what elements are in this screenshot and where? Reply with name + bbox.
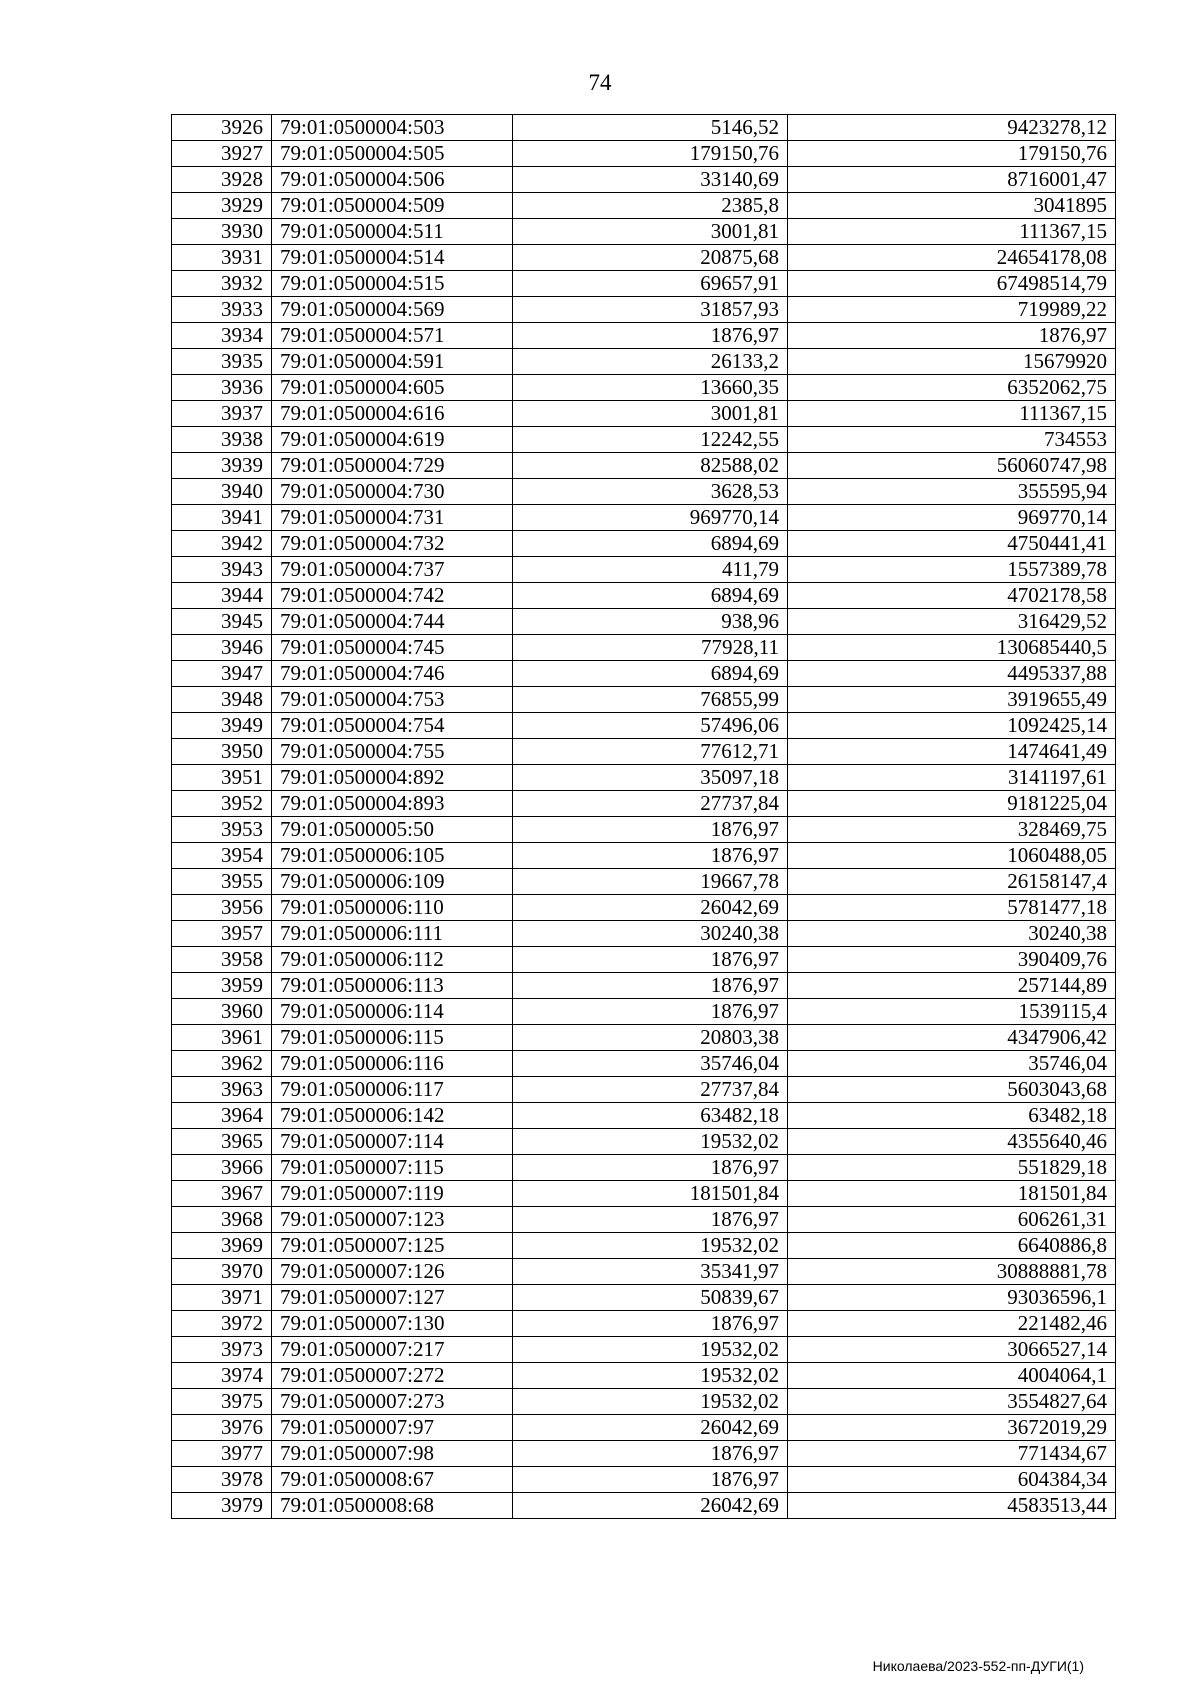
row-number-cell: 3941 xyxy=(172,505,272,531)
page-number: 74 xyxy=(588,70,612,95)
area-cell: 1876,97 xyxy=(513,1207,788,1233)
value-cell: 15679920 xyxy=(788,349,1116,375)
area-cell: 26133,2 xyxy=(513,349,788,375)
row-number-cell: 3957 xyxy=(172,921,272,947)
cadastral-number-cell: 79:01:0500007:119 xyxy=(272,1181,513,1207)
value-cell: 4750441,41 xyxy=(788,531,1116,557)
cadastral-number-cell: 79:01:0500004:619 xyxy=(272,427,513,453)
table-row xyxy=(172,1363,1116,1389)
row-number-cell: 3970 xyxy=(172,1259,272,1285)
area-cell: 20875,68 xyxy=(513,245,788,271)
cadastral-number-cell: 79:01:0500007:217 xyxy=(272,1337,513,1363)
value-cell: 3041895 xyxy=(788,193,1116,219)
value-cell: 93036596,1 xyxy=(788,1285,1116,1311)
area-cell: 26042,69 xyxy=(513,1493,788,1519)
cadastral-number-cell: 79:01:0500006:117 xyxy=(272,1077,513,1103)
value-cell: 771434,67 xyxy=(788,1441,1116,1467)
cadastral-number-cell: 79:01:0500004:514 xyxy=(272,245,513,271)
cadastral-number-cell: 79:01:0500004:744 xyxy=(272,609,513,635)
cadastral-number-cell: 79:01:0500004:569 xyxy=(272,297,513,323)
table-row xyxy=(172,1181,1116,1207)
table-row xyxy=(172,271,1116,297)
cadastral-number-cell: 79:01:0500004:745 xyxy=(272,635,513,661)
table-row xyxy=(172,973,1116,999)
table-row xyxy=(172,609,1116,635)
area-cell: 3628,53 xyxy=(513,479,788,505)
value-cell: 1474641,49 xyxy=(788,739,1116,765)
table-row xyxy=(172,1233,1116,1259)
cadastral-number-cell: 79:01:0500005:50 xyxy=(272,817,513,843)
cadastral-number-cell: 79:01:0500007:273 xyxy=(272,1389,513,1415)
row-number-cell: 3952 xyxy=(172,791,272,817)
row-number-cell: 3945 xyxy=(172,609,272,635)
value-cell: 1557389,78 xyxy=(788,557,1116,583)
value-cell: 3066527,14 xyxy=(788,1337,1116,1363)
table-row xyxy=(172,505,1116,531)
table-row xyxy=(172,1467,1116,1493)
value-cell: 6640886,8 xyxy=(788,1233,1116,1259)
area-cell: 20803,38 xyxy=(513,1025,788,1051)
area-cell: 27737,84 xyxy=(513,1077,788,1103)
row-number-cell: 3944 xyxy=(172,583,272,609)
cadastral-number-cell: 79:01:0500007:272 xyxy=(272,1363,513,1389)
cadastral-number-cell: 79:01:0500006:109 xyxy=(272,869,513,895)
area-cell: 1876,97 xyxy=(513,999,788,1025)
cadastral-number-cell: 79:01:0500006:114 xyxy=(272,999,513,1025)
cadastral-number-cell: 79:01:0500004:616 xyxy=(272,401,513,427)
cadastral-number-cell: 79:01:0500004:742 xyxy=(272,583,513,609)
row-number-cell: 3942 xyxy=(172,531,272,557)
area-cell: 1876,97 xyxy=(513,1467,788,1493)
table-row xyxy=(172,219,1116,245)
row-number-cell: 3937 xyxy=(172,401,272,427)
cadastral-number-cell: 79:01:0500007:130 xyxy=(272,1311,513,1337)
value-cell: 5781477,18 xyxy=(788,895,1116,921)
value-cell: 8716001,47 xyxy=(788,167,1116,193)
cadastral-number-cell: 79:01:0500006:105 xyxy=(272,843,513,869)
table-row xyxy=(172,557,1116,583)
value-cell: 4702178,58 xyxy=(788,583,1116,609)
value-cell: 179150,76 xyxy=(788,141,1116,167)
table-row xyxy=(172,817,1116,843)
value-cell: 719989,22 xyxy=(788,297,1116,323)
row-number-cell: 3971 xyxy=(172,1285,272,1311)
table-row xyxy=(172,245,1116,271)
table-row xyxy=(172,401,1116,427)
table-row xyxy=(172,1259,1116,1285)
value-cell: 316429,52 xyxy=(788,609,1116,635)
value-cell: 3919655,49 xyxy=(788,687,1116,713)
row-number-cell: 3973 xyxy=(172,1337,272,1363)
row-number-cell: 3977 xyxy=(172,1441,272,1467)
area-cell: 1876,97 xyxy=(513,843,788,869)
table-row xyxy=(172,713,1116,739)
area-cell: 19532,02 xyxy=(513,1389,788,1415)
table-row xyxy=(172,921,1116,947)
table-row xyxy=(172,193,1116,219)
table-row xyxy=(172,141,1116,167)
row-number-cell: 3969 xyxy=(172,1233,272,1259)
document-reference: Николаева/2023-552-пп-ДУГИ(1) xyxy=(872,1658,1084,1674)
row-number-cell: 3946 xyxy=(172,635,272,661)
cadastral-number-cell: 79:01:0500004:732 xyxy=(272,531,513,557)
value-cell: 734553 xyxy=(788,427,1116,453)
table-row xyxy=(172,1025,1116,1051)
area-cell: 35746,04 xyxy=(513,1051,788,1077)
value-cell: 67498514,79 xyxy=(788,271,1116,297)
value-cell: 63482,18 xyxy=(788,1103,1116,1129)
cadastral-number-cell: 79:01:0500007:114 xyxy=(272,1129,513,1155)
table-row xyxy=(172,1493,1116,1519)
table-row xyxy=(172,791,1116,817)
cadastral-table xyxy=(171,114,1116,1519)
value-cell: 4347906,42 xyxy=(788,1025,1116,1051)
row-number-cell: 3940 xyxy=(172,479,272,505)
cadastral-number-cell: 79:01:0500008:67 xyxy=(272,1467,513,1493)
row-number-cell: 3938 xyxy=(172,427,272,453)
value-cell: 9423278,12 xyxy=(788,115,1116,141)
row-number-cell: 3958 xyxy=(172,947,272,973)
table-row xyxy=(172,1051,1116,1077)
value-cell: 1876,97 xyxy=(788,323,1116,349)
value-cell: 30240,38 xyxy=(788,921,1116,947)
area-cell: 33140,69 xyxy=(513,167,788,193)
cadastral-number-cell: 79:01:0500006:142 xyxy=(272,1103,513,1129)
row-number-cell: 3947 xyxy=(172,661,272,687)
row-number-cell: 3963 xyxy=(172,1077,272,1103)
row-number-cell: 3976 xyxy=(172,1415,272,1441)
row-number-cell: 3948 xyxy=(172,687,272,713)
table-row xyxy=(172,999,1116,1025)
table-row xyxy=(172,1441,1116,1467)
area-cell: 77928,11 xyxy=(513,635,788,661)
area-cell: 1876,97 xyxy=(513,947,788,973)
table-row xyxy=(172,1207,1116,1233)
area-cell: 26042,69 xyxy=(513,1415,788,1441)
area-cell: 2385,8 xyxy=(513,193,788,219)
row-number-cell: 3934 xyxy=(172,323,272,349)
table-row xyxy=(172,843,1116,869)
cadastral-number-cell: 79:01:0500006:116 xyxy=(272,1051,513,1077)
area-cell: 1876,97 xyxy=(513,817,788,843)
table-row xyxy=(172,115,1116,141)
value-cell: 3672019,29 xyxy=(788,1415,1116,1441)
cadastral-number-cell: 79:01:0500004:892 xyxy=(272,765,513,791)
row-number-cell: 3964 xyxy=(172,1103,272,1129)
area-cell: 57496,06 xyxy=(513,713,788,739)
table-row xyxy=(172,687,1116,713)
area-cell: 30240,38 xyxy=(513,921,788,947)
value-cell: 604384,34 xyxy=(788,1467,1116,1493)
cadastral-number-cell: 79:01:0500006:112 xyxy=(272,947,513,973)
cadastral-number-cell: 79:01:0500004:505 xyxy=(272,141,513,167)
row-number-cell: 3927 xyxy=(172,141,272,167)
table-row xyxy=(172,531,1116,557)
area-cell: 969770,14 xyxy=(513,505,788,531)
value-cell: 969770,14 xyxy=(788,505,1116,531)
cadastral-number-cell: 79:01:0500004:746 xyxy=(272,661,513,687)
area-cell: 19532,02 xyxy=(513,1337,788,1363)
value-cell: 606261,31 xyxy=(788,1207,1116,1233)
area-cell: 12242,55 xyxy=(513,427,788,453)
area-cell: 76855,99 xyxy=(513,687,788,713)
area-cell: 3001,81 xyxy=(513,401,788,427)
area-cell: 181501,84 xyxy=(513,1181,788,1207)
table-row xyxy=(172,1337,1116,1363)
row-number-cell: 3960 xyxy=(172,999,272,1025)
row-number-cell: 3931 xyxy=(172,245,272,271)
table-row xyxy=(172,427,1116,453)
row-number-cell: 3936 xyxy=(172,375,272,401)
table-row xyxy=(172,375,1116,401)
area-cell: 1876,97 xyxy=(513,323,788,349)
area-cell: 1876,97 xyxy=(513,1311,788,1337)
area-cell: 27737,84 xyxy=(513,791,788,817)
value-cell: 4583513,44 xyxy=(788,1493,1116,1519)
area-cell: 13660,35 xyxy=(513,375,788,401)
value-cell: 3141197,61 xyxy=(788,765,1116,791)
table-row xyxy=(172,765,1116,791)
value-cell: 551829,18 xyxy=(788,1155,1116,1181)
cadastral-number-cell: 79:01:0500004:511 xyxy=(272,219,513,245)
table-row xyxy=(172,297,1116,323)
cadastral-number-cell: 79:01:0500004:755 xyxy=(272,739,513,765)
area-cell: 179150,76 xyxy=(513,141,788,167)
area-cell: 411,79 xyxy=(513,557,788,583)
area-cell: 82588,02 xyxy=(513,453,788,479)
area-cell: 35341,97 xyxy=(513,1259,788,1285)
value-cell: 4495337,88 xyxy=(788,661,1116,687)
value-cell: 26158147,4 xyxy=(788,869,1116,895)
table-row xyxy=(172,167,1116,193)
area-cell: 1876,97 xyxy=(513,1441,788,1467)
value-cell: 1060488,05 xyxy=(788,843,1116,869)
area-cell: 77612,71 xyxy=(513,739,788,765)
cadastral-number-cell: 79:01:0500007:98 xyxy=(272,1441,513,1467)
row-number-cell: 3978 xyxy=(172,1467,272,1493)
row-number-cell: 3979 xyxy=(172,1493,272,1519)
area-cell: 6894,69 xyxy=(513,661,788,687)
value-cell: 4004064,1 xyxy=(788,1363,1116,1389)
value-cell: 1092425,14 xyxy=(788,713,1116,739)
cadastral-number-cell: 79:01:0500004:893 xyxy=(272,791,513,817)
cadastral-number-cell: 79:01:0500004:509 xyxy=(272,193,513,219)
cadastral-number-cell: 79:01:0500004:571 xyxy=(272,323,513,349)
area-cell: 6894,69 xyxy=(513,531,788,557)
value-cell: 1539115,4 xyxy=(788,999,1116,1025)
value-cell: 111367,15 xyxy=(788,401,1116,427)
row-number-cell: 3953 xyxy=(172,817,272,843)
cadastral-number-cell: 79:01:0500004:605 xyxy=(272,375,513,401)
row-number-cell: 3929 xyxy=(172,193,272,219)
row-number-cell: 3939 xyxy=(172,453,272,479)
area-cell: 19667,78 xyxy=(513,869,788,895)
cadastral-number-cell: 79:01:0500004:503 xyxy=(272,115,513,141)
value-cell: 24654178,08 xyxy=(788,245,1116,271)
cadastral-number-cell: 79:01:0500006:111 xyxy=(272,921,513,947)
cadastral-number-cell: 79:01:0500004:591 xyxy=(272,349,513,375)
area-cell: 19532,02 xyxy=(513,1233,788,1259)
table-row xyxy=(172,349,1116,375)
table-row xyxy=(172,1311,1116,1337)
area-cell: 6894,69 xyxy=(513,583,788,609)
cadastral-number-cell: 79:01:0500006:113 xyxy=(272,973,513,999)
value-cell: 4355640,46 xyxy=(788,1129,1116,1155)
area-cell: 63482,18 xyxy=(513,1103,788,1129)
cadastral-number-cell: 79:01:0500006:115 xyxy=(272,1025,513,1051)
table-row xyxy=(172,1285,1116,1311)
value-cell: 257144,89 xyxy=(788,973,1116,999)
value-cell: 6352062,75 xyxy=(788,375,1116,401)
cadastral-number-cell: 79:01:0500007:115 xyxy=(272,1155,513,1181)
cadastral-number-cell: 79:01:0500004:737 xyxy=(272,557,513,583)
table-row xyxy=(172,1155,1116,1181)
cadastral-number-cell: 79:01:0500004:506 xyxy=(272,167,513,193)
cadastral-number-cell: 79:01:0500007:126 xyxy=(272,1259,513,1285)
table-body xyxy=(172,115,1116,1519)
area-cell: 1876,97 xyxy=(513,1155,788,1181)
table-row xyxy=(172,1129,1116,1155)
cadastral-number-cell: 79:01:0500007:123 xyxy=(272,1207,513,1233)
value-cell: 56060747,98 xyxy=(788,453,1116,479)
row-number-cell: 3956 xyxy=(172,895,272,921)
value-cell: 111367,15 xyxy=(788,219,1116,245)
cadastral-number-cell: 79:01:0500004:730 xyxy=(272,479,513,505)
value-cell: 5603043,68 xyxy=(788,1077,1116,1103)
table-row xyxy=(172,1077,1116,1103)
row-number-cell: 3926 xyxy=(172,115,272,141)
table-row xyxy=(172,1103,1116,1129)
area-cell: 26042,69 xyxy=(513,895,788,921)
table-row xyxy=(172,583,1116,609)
cadastral-number-cell: 79:01:0500007:97 xyxy=(272,1415,513,1441)
row-number-cell: 3949 xyxy=(172,713,272,739)
value-cell: 30888881,78 xyxy=(788,1259,1116,1285)
table-row xyxy=(172,895,1116,921)
row-number-cell: 3966 xyxy=(172,1155,272,1181)
table-row xyxy=(172,453,1116,479)
area-cell: 5146,52 xyxy=(513,115,788,141)
cadastral-number-cell: 79:01:0500004:731 xyxy=(272,505,513,531)
cadastral-number-cell: 79:01:0500006:110 xyxy=(272,895,513,921)
row-number-cell: 3955 xyxy=(172,869,272,895)
row-number-cell: 3967 xyxy=(172,1181,272,1207)
value-cell: 221482,46 xyxy=(788,1311,1116,1337)
table-row xyxy=(172,661,1116,687)
area-cell: 31857,93 xyxy=(513,297,788,323)
value-cell: 355595,94 xyxy=(788,479,1116,505)
area-cell: 19532,02 xyxy=(513,1129,788,1155)
row-number-cell: 3962 xyxy=(172,1051,272,1077)
value-cell: 181501,84 xyxy=(788,1181,1116,1207)
cadastral-number-cell: 79:01:0500004:515 xyxy=(272,271,513,297)
area-cell: 3001,81 xyxy=(513,219,788,245)
value-cell: 3554827,64 xyxy=(788,1389,1116,1415)
cadastral-number-cell: 79:01:0500007:125 xyxy=(272,1233,513,1259)
table-row xyxy=(172,323,1116,349)
row-number-cell: 3950 xyxy=(172,739,272,765)
row-number-cell: 3961 xyxy=(172,1025,272,1051)
row-number-cell: 3959 xyxy=(172,973,272,999)
table-row xyxy=(172,1415,1116,1441)
area-cell: 69657,91 xyxy=(513,271,788,297)
area-cell: 50839,67 xyxy=(513,1285,788,1311)
table-row xyxy=(172,869,1116,895)
row-number-cell: 3930 xyxy=(172,219,272,245)
cadastral-number-cell: 79:01:0500007:127 xyxy=(272,1285,513,1311)
area-cell: 19532,02 xyxy=(513,1363,788,1389)
value-cell: 35746,04 xyxy=(788,1051,1116,1077)
table-row xyxy=(172,479,1116,505)
row-number-cell: 3943 xyxy=(172,557,272,583)
row-number-cell: 3975 xyxy=(172,1389,272,1415)
table-row xyxy=(172,739,1116,765)
table-row xyxy=(172,947,1116,973)
area-cell: 938,96 xyxy=(513,609,788,635)
cadastral-number-cell: 79:01:0500004:754 xyxy=(272,713,513,739)
value-cell: 390409,76 xyxy=(788,947,1116,973)
row-number-cell: 3954 xyxy=(172,843,272,869)
cadastral-number-cell: 79:01:0500004:753 xyxy=(272,687,513,713)
row-number-cell: 3935 xyxy=(172,349,272,375)
row-number-cell: 3974 xyxy=(172,1363,272,1389)
cadastral-number-cell: 79:01:0500004:729 xyxy=(272,453,513,479)
row-number-cell: 3968 xyxy=(172,1207,272,1233)
area-cell: 1876,97 xyxy=(513,973,788,999)
table-row xyxy=(172,635,1116,661)
row-number-cell: 3928 xyxy=(172,167,272,193)
value-cell: 130685440,5 xyxy=(788,635,1116,661)
row-number-cell: 3932 xyxy=(172,271,272,297)
area-cell: 35097,18 xyxy=(513,765,788,791)
value-cell: 328469,75 xyxy=(788,817,1116,843)
row-number-cell: 3933 xyxy=(172,297,272,323)
row-number-cell: 3965 xyxy=(172,1129,272,1155)
row-number-cell: 3951 xyxy=(172,765,272,791)
row-number-cell: 3972 xyxy=(172,1311,272,1337)
cadastral-number-cell: 79:01:0500008:68 xyxy=(272,1493,513,1519)
value-cell: 9181225,04 xyxy=(788,791,1116,817)
table-row xyxy=(172,1389,1116,1415)
